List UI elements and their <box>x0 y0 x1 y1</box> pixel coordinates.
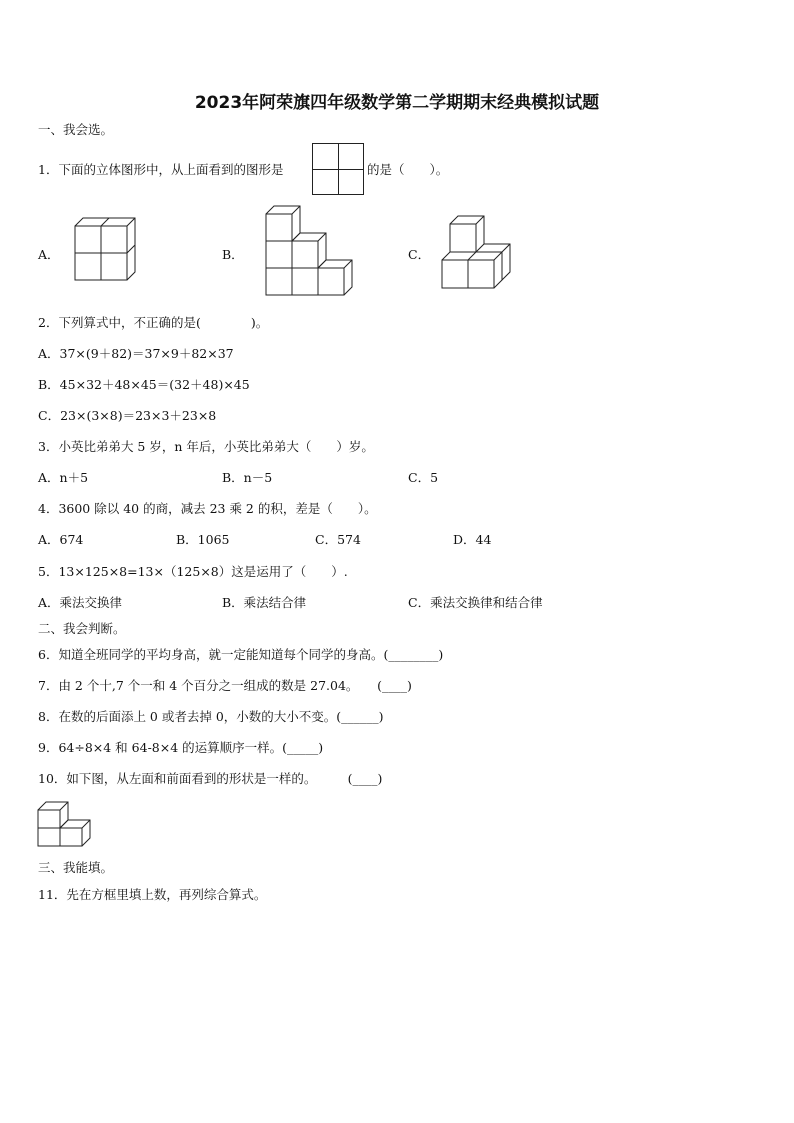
section-3-heading: 三、我能填。 <box>38 860 114 875</box>
question-2-option-c: C．23×(3×8)＝23×3＋23×8 <box>38 408 217 423</box>
question-4-stem: 4．3600 除以 40 的商，减去 23 乘 2 的积，差是（ ）。 <box>38 501 377 516</box>
question-5-option-a: A．乘法交换律 <box>38 595 123 610</box>
question-4-option-d: D．44 <box>453 532 492 547</box>
question-5-option-b: B．乘法结合律 <box>222 595 307 610</box>
question-6: 6．知道全班同学的平均身高，就一定能知道每个同学的身高。(________) <box>38 647 444 662</box>
question-10: 10．如下图，从左面和前面看到的形状是一样的。 (____) <box>38 771 383 786</box>
question-1-option-b-label: B． <box>222 247 244 262</box>
question-11: 11．先在方框里填上数，再列综合算式。 <box>38 887 267 902</box>
question-5-option-c: C．乘法交换律和结合律 <box>408 595 543 610</box>
page-title: 2023年阿荣旗四年级数学第二学期期末经典模拟试题 <box>194 93 600 113</box>
question-4-option-c: C．574 <box>315 532 361 547</box>
section-2-heading: 二、我会判断。 <box>38 621 126 636</box>
question-3-option-a: A．n＋5 <box>38 470 89 485</box>
question-1-option-a-label: A． <box>38 247 60 262</box>
question-5-stem: 5．13×125×8=13×（125×8）这是运用了（ ）. <box>38 564 348 579</box>
question-4-option-a: A．674 <box>38 532 84 547</box>
question-3-option-c: C．5 <box>408 470 439 485</box>
question-3-stem: 3．小英比弟弟大 5 岁，n 年后，小英比弟弟大（ ）岁。 <box>38 439 374 454</box>
question-3-option-b: B．n－5 <box>222 470 273 485</box>
cube-figure-c-icon <box>438 212 518 292</box>
question-8: 8．在数的后面添上 0 或者去掉 0，小数的大小不变。(______) <box>38 709 384 724</box>
question-7: 7．由 2 个十,7 个一和 4 个百分之一组成的数是 27.04。 (____) <box>38 678 412 693</box>
question-9: 9．64÷8×4 和 64-8×4 的运算顺序一样。(_____) <box>38 740 324 755</box>
question-1-stem-post: 的是（ ）。 <box>367 162 449 177</box>
cube-figure-q10-icon <box>34 798 92 850</box>
top-view-grid-icon <box>312 143 364 195</box>
question-4-option-b: B．1065 <box>176 532 230 547</box>
question-1-stem <box>38 160 283 178</box>
question-2-option-b: B．45×32＋48×45＝(32＋48)×45 <box>38 377 250 392</box>
cube-figure-a-icon <box>70 212 140 284</box>
question-1-option-c-label: C． <box>408 247 431 262</box>
section-1-heading: 一、我会选。 <box>38 122 114 137</box>
cube-figure-b-icon <box>262 202 354 300</box>
question-1-stem-pre: 1．下面的立体图形中，从上面看到的图形是 <box>38 162 284 177</box>
question-2-option-a: A．37×(9＋82)＝37×9＋82×37 <box>38 346 234 361</box>
question-2-stem: 2．下列算式中，不正确的是( )。 <box>38 315 269 330</box>
